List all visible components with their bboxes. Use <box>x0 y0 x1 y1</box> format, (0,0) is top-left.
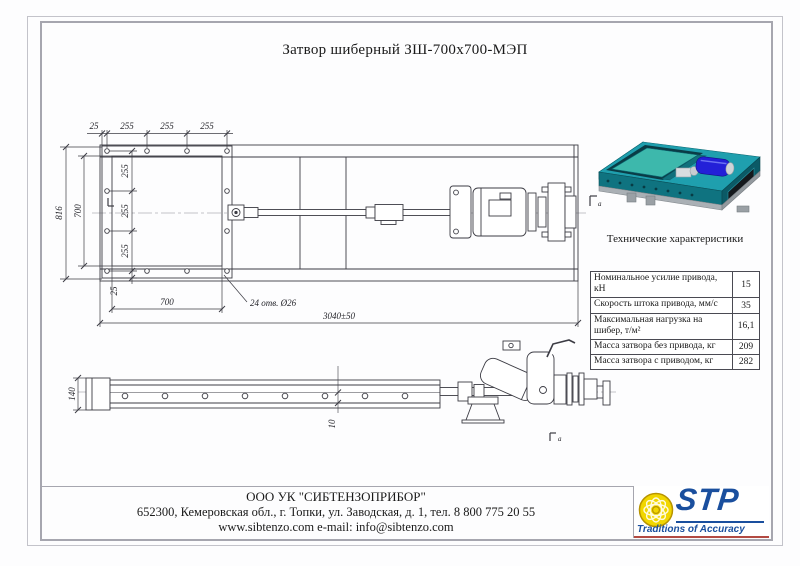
holes-note: 24 отв. Ø26 <box>250 298 297 308</box>
company-address: 652300, Кемеровская обл., г. Топки, ул. Заводская, д. 1, тел. 8 800 775 20 55 <box>136 505 536 519</box>
spec-value: 15 <box>732 272 759 297</box>
logo-text: STP <box>674 482 742 517</box>
section-mark-label: а <box>598 200 602 208</box>
stp-logo <box>634 482 769 538</box>
dim-label: 255 <box>120 204 130 218</box>
company-name: ООО УК "СИБТЕНЗОПРИБОР" <box>246 489 426 504</box>
table-row <box>591 272 759 298</box>
spec-label: Скорость штока привода, мм/с <box>594 299 718 310</box>
spec-label: Масса затвора без привода, кг <box>594 341 716 352</box>
dim-label: 255 <box>120 244 130 258</box>
spec-table <box>590 271 760 370</box>
spec-value: 209 <box>732 340 759 354</box>
dim-label: 255 <box>200 121 214 131</box>
stp-emblem-icon <box>638 492 674 528</box>
spec-label: Максимальная нагрузка на шибер, т/м² <box>594 314 703 336</box>
dim-label: 25 <box>109 286 119 296</box>
dim-label: 25 <box>89 121 99 131</box>
table-row <box>591 355 759 370</box>
table-row <box>591 298 759 313</box>
section-mark-label: а <box>558 435 562 443</box>
table-row <box>591 340 759 355</box>
spec-label: Номинальное усилие привода, кН <box>594 273 718 295</box>
dim-label: 816 <box>54 206 64 220</box>
logo-rule <box>676 521 764 523</box>
top-view-drawing <box>92 145 597 281</box>
company-contacts: www.sibtenzo.com e-mail: info@sibtenzo.com <box>218 520 454 534</box>
dim-label: 255 <box>160 121 174 131</box>
spec-label: Масса затвора с приводом, кг <box>594 356 714 367</box>
table-row <box>591 314 759 340</box>
dim-label: 140 <box>67 387 77 401</box>
dim-label: 255 <box>120 121 134 131</box>
page-title: Затвор шиберный ЗШ-700х700-МЭП <box>282 42 528 58</box>
spec-heading: Технические характеристики <box>606 233 744 245</box>
footer-text-block <box>42 489 630 535</box>
dim-label: 10 <box>327 419 337 429</box>
product-render-image <box>599 142 760 212</box>
dim-label: 255 <box>120 164 130 178</box>
spec-value: 282 <box>732 355 759 369</box>
spec-value: 35 <box>732 298 759 312</box>
side-view-drawing <box>78 340 616 441</box>
logo-accent-line <box>634 536 769 538</box>
dim-label: 700 <box>73 204 83 218</box>
spec-value: 16,1 <box>732 314 759 339</box>
dim-label: 700 <box>160 297 174 307</box>
logo-tagline: Traditions of Accuracy <box>637 524 745 535</box>
dim-label: 3040±50 <box>323 311 355 321</box>
